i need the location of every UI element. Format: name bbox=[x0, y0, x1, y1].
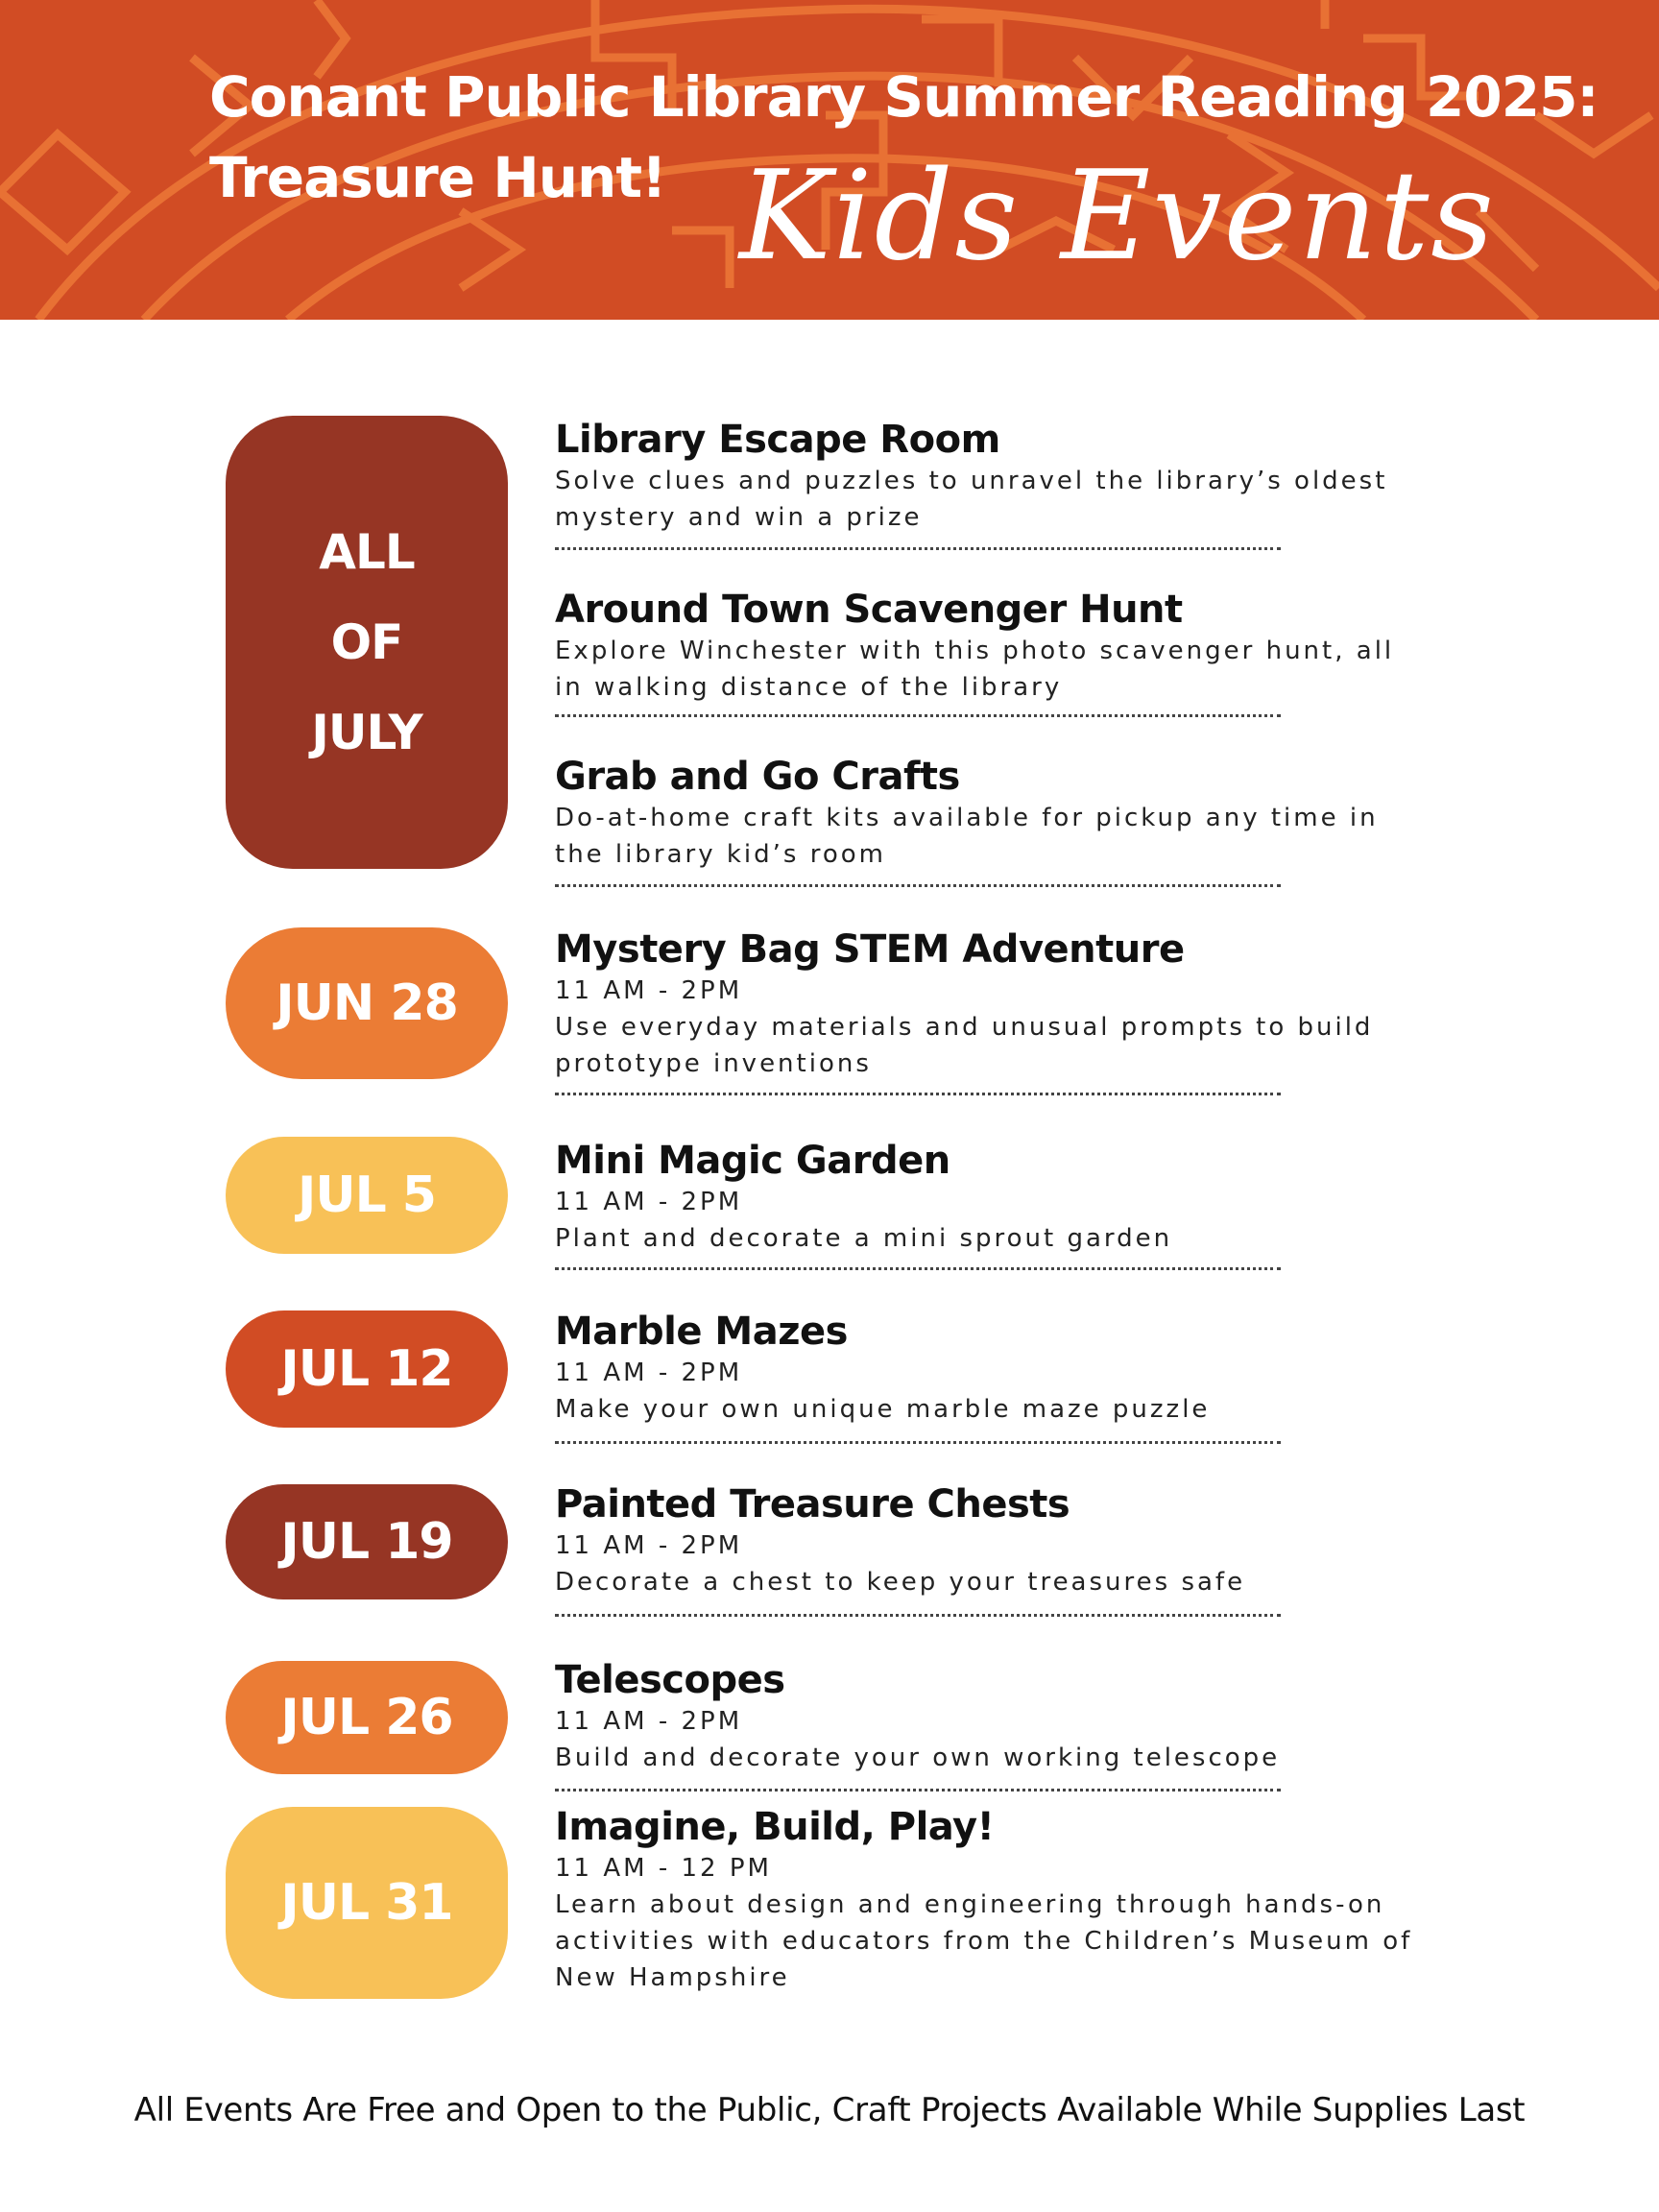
title-line-1: Conant Public Library Summer Reading 2025: bbox=[209, 64, 1599, 130]
title-line-2: Treasure Hunt! bbox=[209, 145, 666, 210]
event-desc-line: prototype inventions bbox=[555, 1049, 872, 1078]
event-title: Telescopes bbox=[555, 1658, 785, 1702]
event-title: Imagine, Build, Play! bbox=[555, 1805, 995, 1849]
event-title: Marble Mazes bbox=[555, 1310, 848, 1354]
event-title: Around Town Scavenger Hunt bbox=[555, 588, 1183, 632]
event-mystery-bag-stem-adventure bbox=[555, 926, 1438, 1082]
dotted-divider bbox=[555, 1614, 1281, 1617]
event-desc-line: Learn about design and engineering through hands-on bbox=[555, 1890, 1385, 1919]
event-desc-line: mystery and win a prize bbox=[555, 503, 923, 532]
event-desc-line: the library kid’s room bbox=[555, 840, 886, 869]
event-title: Library Escape Room bbox=[555, 418, 1000, 462]
event-desc-line: in walking distance of the library bbox=[555, 673, 1063, 702]
date-pill-jul-31: JUL 31 bbox=[226, 1807, 508, 1999]
event-desc-line: Use everyday materials and unusual prompts to build bbox=[555, 1013, 1374, 1042]
event-desc-line: Make your own unique marble maze puzzle bbox=[555, 1395, 1211, 1424]
footer-note: All Events Are Free and Open to the Public, Craft Projects Available While Supplies Last bbox=[133, 2091, 1526, 2129]
event-time: 11 AM - 2PM bbox=[555, 1188, 743, 1216]
event-time: 11 AM - 2PM bbox=[555, 1358, 743, 1387]
date-pill-all-of-july bbox=[226, 416, 508, 869]
dotted-divider bbox=[555, 1441, 1281, 1444]
date-pill-jul-12: JUL 12 bbox=[226, 1310, 508, 1428]
event-mini-magic-garden bbox=[555, 1138, 1438, 1257]
date-july: JULY bbox=[311, 705, 422, 760]
event-marble-mazes bbox=[555, 1309, 1438, 1428]
event-desc-line: Decorate a chest to keep your treasures safe bbox=[555, 1568, 1246, 1597]
dotted-divider bbox=[555, 547, 1281, 550]
event-desc-line: Solve clues and puzzles to unravel the library’s oldest bbox=[555, 467, 1388, 495]
dotted-divider bbox=[555, 884, 1281, 887]
date-pill-jun-28: JUN 28 bbox=[226, 927, 508, 1079]
date-pill-jul-26: JUL 26 bbox=[226, 1661, 508, 1774]
event-desc-line: Explore Winchester with this photo scavenger hunt, all bbox=[555, 637, 1395, 665]
date-all: ALL bbox=[319, 524, 415, 580]
event-library-escape-room bbox=[555, 417, 1438, 536]
event-time: 11 AM - 12 PM bbox=[555, 1854, 772, 1883]
event-title: Mystery Bag STEM Adventure bbox=[555, 927, 1185, 972]
event-time: 11 AM - 2PM bbox=[555, 1707, 743, 1736]
event-desc-line: Plant and decorate a mini sprout garden bbox=[555, 1224, 1173, 1253]
event-telescopes bbox=[555, 1657, 1438, 1776]
event-time: 11 AM - 2PM bbox=[555, 1531, 743, 1560]
event-time: 11 AM - 2PM bbox=[555, 976, 743, 1005]
dotted-divider bbox=[555, 714, 1281, 717]
event-title: Painted Treasure Chests bbox=[555, 1482, 1070, 1527]
date-of: OF bbox=[330, 614, 403, 670]
dotted-divider bbox=[555, 1789, 1281, 1791]
event-desc-line: Do-at-home craft kits available for pickup any time in bbox=[555, 804, 1379, 832]
dotted-divider bbox=[555, 1093, 1281, 1095]
header-banner bbox=[0, 0, 1659, 320]
event-title: Grab and Go Crafts bbox=[555, 755, 960, 799]
event-imagine-build-play bbox=[555, 1804, 1438, 1996]
event-grab-and-go-crafts bbox=[555, 754, 1438, 873]
event-desc-line: activities with educators from the Children’s Museum of bbox=[555, 1927, 1413, 1956]
date-pill-jul-5: JUL 5 bbox=[226, 1137, 508, 1254]
date-pill-jul-19: JUL 19 bbox=[226, 1484, 508, 1599]
dotted-divider bbox=[555, 1267, 1281, 1270]
event-title: Mini Magic Garden bbox=[555, 1139, 950, 1183]
event-desc-line: Build and decorate your own working telescope bbox=[555, 1743, 1281, 1772]
event-painted-treasure-chests bbox=[555, 1481, 1438, 1600]
event-desc-line: New Hampshire bbox=[555, 1963, 790, 1992]
event-around-town-scavenger-hunt bbox=[555, 587, 1438, 706]
kids-events-script-title: Kids Events bbox=[739, 145, 1496, 288]
